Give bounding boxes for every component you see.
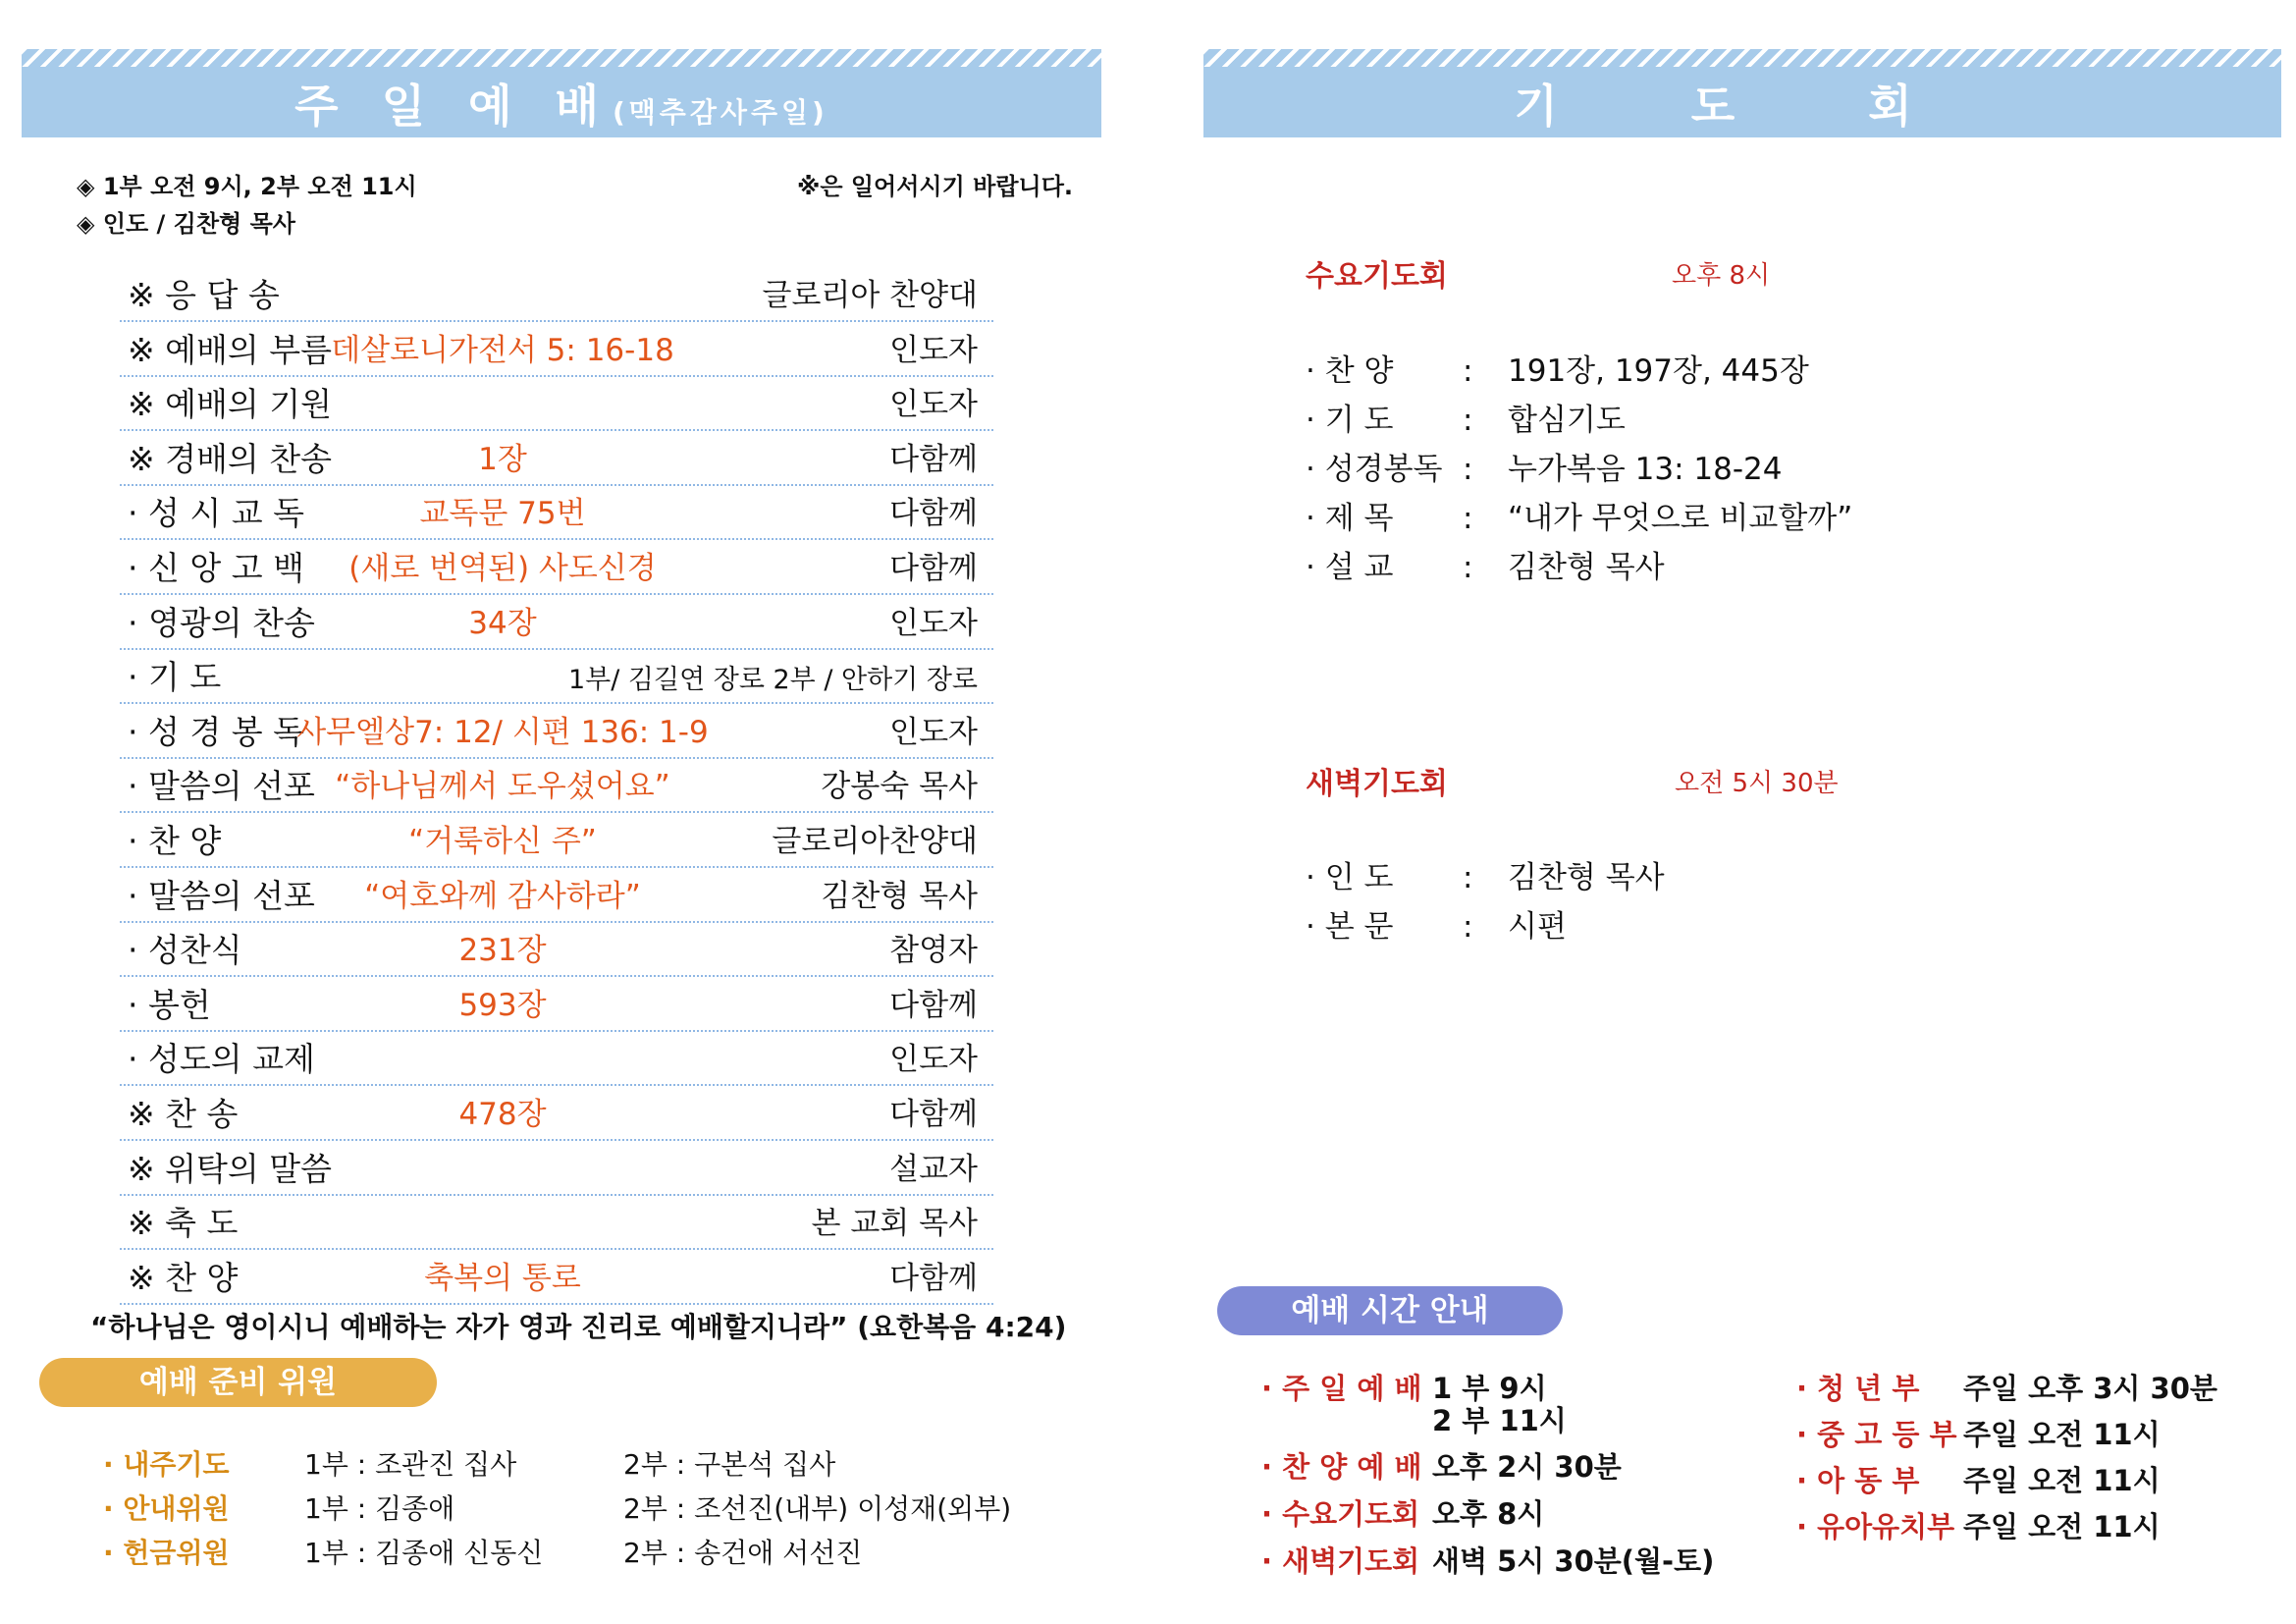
item-key: · 성경봉독 — [1306, 452, 1443, 487]
schedule-title-pill: 예배 시간 안내 — [1217, 1286, 1563, 1335]
order-label: · 기 도 — [128, 658, 222, 697]
prayer-item — [1306, 852, 1665, 896]
diamond-icon: ◈ — [77, 173, 95, 200]
service-leader — [77, 204, 295, 239]
schedule-value: 새벽 5시 30분(월-토) — [1432, 1544, 1715, 1578]
order-row — [120, 1031, 993, 1086]
order-row — [120, 649, 993, 704]
schedule-row — [1261, 1445, 1622, 1486]
order-row — [120, 267, 993, 322]
order-detail: 사무엘상7: 12/ 시편 136: 1-9 — [296, 714, 709, 750]
item-key: · 설 교 — [1306, 550, 1394, 585]
order-label: ※ 예배의 부름 — [128, 330, 333, 369]
order-label: ※ 찬 송 — [128, 1095, 239, 1133]
schedule-row — [1261, 1492, 1544, 1533]
prayer-item — [1306, 444, 1782, 488]
schedule-key: · 찬 양 예 배 — [1261, 1450, 1422, 1484]
schedule-value: 주일 오전 11시 — [1963, 1510, 2161, 1543]
schedule-value: 주일 오전 11시 — [1963, 1464, 2161, 1497]
order-responsible: 다함께 — [889, 551, 978, 586]
item-value: 191장, 197장, 445장 — [1508, 353, 1809, 389]
item-colon: : — [1463, 909, 1473, 945]
prayer-item — [1306, 395, 1626, 439]
order-row — [120, 1250, 993, 1305]
order-label: · 말씀의 선포 — [128, 876, 315, 915]
order-detail: 593장 — [458, 987, 547, 1023]
schedule-key: · 새벽기도회 — [1261, 1544, 1420, 1578]
order-responsible: 글로리아 찬양대 — [762, 278, 978, 313]
order-row — [120, 758, 993, 813]
order-responsible: 참영자 — [889, 933, 978, 969]
order-responsible: 인도자 — [889, 332, 978, 368]
order-label: ※ 경배의 찬송 — [128, 439, 333, 478]
order-responsible: 글로리아찬양대 — [772, 824, 978, 859]
item-key: · 인 도 — [1306, 860, 1394, 895]
wed-prayer-title: 수요기도회 — [1306, 259, 1448, 294]
title-text: 주 일 예 배 — [294, 80, 613, 133]
dawn-prayer-title: 새벽기도회 — [1306, 767, 1448, 801]
order-responsible: 인도자 — [889, 387, 978, 423]
order-responsible: 김찬형 목사 — [821, 878, 978, 914]
scripture-verse: “하나님은 영이시니 예배하는 자가 영과 진리로 예배할지니라” (요한복음 4:24) — [90, 1311, 1067, 1343]
order-detail: “거룩하신 주” — [408, 824, 597, 859]
item-colon: : — [1463, 452, 1473, 487]
staff-p2: 2부 : 조선진(내부) 이성재(외부) — [623, 1492, 1012, 1525]
order-row — [120, 868, 993, 923]
order-row — [120, 540, 993, 595]
item-colon: : — [1463, 550, 1473, 585]
item-colon: : — [1463, 501, 1473, 536]
schedule-value: 1 부 9시 — [1432, 1372, 1547, 1405]
order-row — [120, 431, 993, 486]
order-label: · 봉헌 — [128, 985, 211, 1024]
order-label: ※ 위탁의 말씀 — [128, 1149, 333, 1188]
schedule-key: · 수요기도회 — [1261, 1497, 1420, 1531]
schedule-key: · 유아유치부 — [1796, 1510, 1955, 1543]
staff-p1: 1부 : 김종애 신동신 — [304, 1537, 544, 1569]
order-responsible: 다함께 — [889, 1097, 978, 1132]
item-value: 누가복음 13: 18-24 — [1508, 452, 1783, 487]
item-value: 김찬형 목사 — [1508, 550, 1665, 585]
order-detail: “하나님께서 도우셨어요” — [335, 769, 670, 805]
worship-header — [22, 49, 1101, 137]
order-responsible: 강봉숙 목사 — [821, 769, 978, 805]
prayer-item — [1306, 493, 1852, 537]
staff-p2: 2부 : 구본석 집사 — [623, 1448, 836, 1481]
order-detail: 34장 — [468, 605, 537, 641]
order-label: · 영광의 찬송 — [128, 603, 315, 642]
order-label: · 성찬식 — [128, 931, 242, 970]
order-row — [120, 922, 993, 977]
order-detail: 축복의 통로 — [424, 1260, 581, 1296]
prayer-item — [1306, 346, 1809, 390]
item-value: 합심기도 — [1508, 403, 1626, 438]
order-row — [120, 1141, 993, 1196]
order-label: · 성 시 교 독 — [128, 494, 304, 533]
order-label: ※ 예배의 기원 — [128, 385, 333, 424]
item-colon: : — [1463, 860, 1473, 895]
order-responsible: 인도자 — [889, 714, 978, 750]
order-row — [120, 977, 993, 1032]
order-detail: 교독문 75번 — [419, 496, 586, 532]
header-stripe — [22, 49, 1101, 67]
order-row — [120, 1195, 993, 1250]
order-row — [120, 1086, 993, 1141]
staff-role: · 내주기도 — [103, 1448, 230, 1481]
schedule-row — [1796, 1459, 2161, 1499]
schedule-value: 오후 2시 30분 — [1432, 1450, 1622, 1484]
order-label: ※ 축 도 — [128, 1204, 239, 1243]
staff-role: · 안내위원 — [103, 1492, 230, 1525]
order-detail: (새로 번역된) 사도신경 — [348, 551, 657, 586]
item-value: 시편 — [1508, 909, 1567, 945]
order-detail: 231장 — [458, 933, 547, 969]
order-label: · 성 경 봉 독 — [128, 712, 304, 751]
order-row — [120, 704, 993, 759]
order-label: · 신 앙 고 백 — [128, 549, 304, 587]
header-stripe — [1203, 49, 2281, 67]
order-label: ※ 응 답 송 — [128, 276, 280, 314]
staff-p1: 1부 : 조관진 집사 — [304, 1448, 517, 1481]
order-row — [120, 376, 993, 431]
order-responsible: 다함께 — [889, 496, 978, 532]
schedule-key: · 중 고 등 부 — [1796, 1418, 1957, 1451]
order-detail: 데살로니가전서 5: 16-18 — [331, 332, 674, 368]
item-colon: : — [1463, 353, 1473, 389]
stand-note: ※은 일어서시기 바랍니다. — [797, 173, 1073, 200]
order-responsible: 1부/ 김길연 장로 2부 / 안하기 장로 — [567, 665, 978, 696]
order-row — [120, 595, 993, 650]
order-row — [120, 322, 993, 377]
schedule-key: · 주 일 예 배 — [1261, 1372, 1422, 1405]
order-responsible: 인도자 — [889, 1042, 978, 1078]
schedule-value: 주일 오전 11시 — [1963, 1418, 2161, 1451]
wed-prayer-time: 오후 8시 — [1672, 261, 1771, 291]
schedule-row — [1261, 1399, 1567, 1439]
subtitle-text: (맥추감사주일) — [612, 96, 828, 129]
order-label: · 말씀의 선포 — [128, 767, 315, 806]
schedule-row — [1261, 1540, 1714, 1580]
order-label: · 성도의 교제 — [128, 1040, 315, 1079]
order-detail: 478장 — [458, 1097, 547, 1132]
item-value: “내가 무엇으로 비교할까” — [1508, 501, 1853, 536]
order-responsible: 다함께 — [889, 1260, 978, 1296]
schedule-key: · 아 동 부 — [1796, 1464, 1920, 1497]
item-colon: : — [1463, 403, 1473, 438]
order-label: · 찬 양 — [128, 822, 222, 860]
item-key: · 기 도 — [1306, 403, 1394, 438]
schedule-key: · 청 년 부 — [1796, 1372, 1920, 1405]
prayer-title: 기 도 회 — [1514, 80, 1971, 133]
diamond-icon: ◈ — [77, 210, 95, 238]
staff-p2: 2부 : 송건애 서선진 — [623, 1537, 863, 1569]
staff-role: · 헌금위원 — [103, 1537, 230, 1569]
prayer-item — [1306, 901, 1567, 946]
schedule-row — [1796, 1367, 2217, 1407]
order-responsible: 다함께 — [889, 441, 978, 477]
leader-text: 인도 / 김찬형 목사 — [102, 210, 295, 238]
prayer-header — [1203, 49, 2281, 137]
page-title — [22, 71, 1101, 135]
order-responsible: 다함께 — [889, 987, 978, 1023]
item-key: · 본 문 — [1306, 909, 1394, 945]
order-responsible: 인도자 — [889, 605, 978, 641]
order-row — [120, 813, 993, 868]
schedule-value: 오후 8시 — [1432, 1497, 1545, 1531]
schedule-value: 2 부 11시 — [1432, 1404, 1567, 1437]
schedule-value: 주일 오후 3시 30분 — [1963, 1372, 2217, 1405]
item-value: 김찬형 목사 — [1508, 860, 1665, 895]
prayer-item — [1306, 542, 1665, 586]
schedule-row — [1796, 1413, 2161, 1453]
times-text: 1부 오전 9시, 2부 오전 11시 — [102, 173, 417, 200]
order-responsible: 설교자 — [889, 1151, 978, 1187]
staff-title-pill: 예배 준비 위원 — [39, 1358, 437, 1407]
service-times — [77, 167, 417, 201]
item-key: · 찬 양 — [1306, 353, 1394, 389]
order-detail: “여호와께 감사하라” — [364, 878, 641, 914]
staff-p1: 1부 : 김종애 — [304, 1492, 455, 1525]
schedule-row — [1796, 1505, 2161, 1545]
order-label: ※ 찬 양 — [128, 1258, 239, 1297]
order-row — [120, 485, 993, 540]
item-key: · 제 목 — [1306, 501, 1394, 536]
dawn-prayer-time: 오전 5시 30분 — [1675, 769, 1839, 798]
order-detail: 1장 — [478, 441, 527, 477]
order-responsible: 본 교회 목사 — [811, 1206, 978, 1242]
